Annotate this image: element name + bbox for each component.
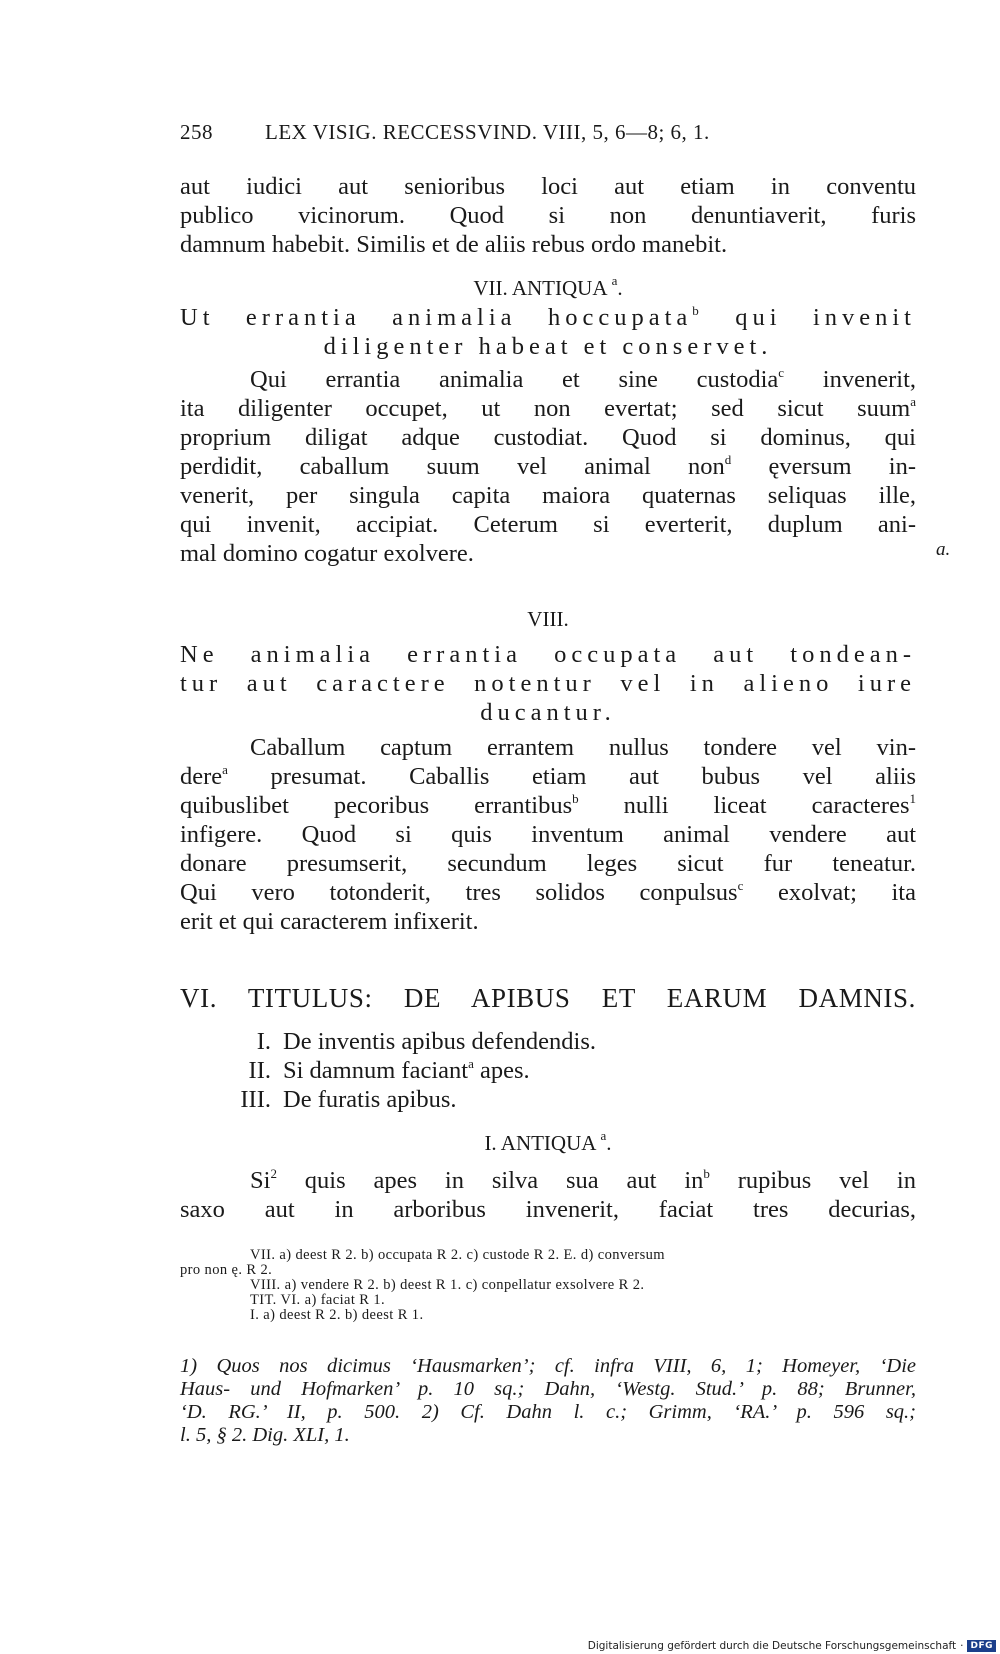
section-i-text bbox=[180, 1166, 916, 1224]
critical-apparatus bbox=[180, 1248, 916, 1323]
rubric-line: Ne animalia errantia occupata aut tondean- bbox=[180, 641, 916, 668]
text-line: perdidit, caballum suum vel animal non$^d$ ęversum in- bbox=[180, 452, 916, 480]
apparatus-line: VIII. a) vendere R 2. b) deest R 1. c) conpellatur exsolvere R 2. bbox=[250, 1277, 645, 1293]
text-line: proprium diligat adque custodiat. Quod si dominus, qui bbox=[180, 424, 916, 451]
titulus-toc bbox=[180, 1027, 916, 1114]
top-paragraph bbox=[180, 172, 916, 259]
rubric-line: Ut errantia animalia hoccupata$^b$ qui invenit bbox=[180, 303, 916, 331]
apparatus-line: TIT. VI. a) faciat R 1. bbox=[250, 1292, 386, 1308]
section-heading-vii: VII. ANTIQUA $^a$. bbox=[473, 273, 623, 300]
text-line: mal domino cogatur exolvere. bbox=[180, 540, 474, 567]
rubric-viii bbox=[180, 640, 916, 727]
section-vii-text bbox=[180, 365, 916, 568]
rubric-vii bbox=[180, 303, 916, 361]
section-viii-text bbox=[180, 733, 916, 936]
rubric-line: ducantur. bbox=[480, 699, 616, 726]
footnote-line: ‘D. RG.’ II, p. 500. 2) Cf. Dahn l. c.; Grimm, ‘RA.’ p. 596 sq.; bbox=[180, 1401, 916, 1423]
dfg-logo-icon: DFG bbox=[967, 1640, 996, 1652]
apparatus-line: I. a) deest R 2. b) deest R 1. bbox=[250, 1307, 424, 1323]
text-line: donare presumserit, secundum leges sicut fur teneatur. bbox=[180, 850, 916, 877]
text-line: dere$^a$ presumat. Caballis etiam aut bubus vel aliis bbox=[180, 762, 916, 790]
titulus-title: VI. TITULUS: DE APIBUS ET EARUM DAMNIS. bbox=[180, 983, 916, 1013]
apparatus-line: pro non ę. R 2. bbox=[180, 1262, 273, 1278]
toc-item: II. Si damnum faciant$^a$ apes. bbox=[248, 1056, 530, 1084]
running-title: LEX VISIG. RECCESSVIND. VIII, 5, 6—8; 6, 1. bbox=[265, 120, 710, 144]
rubric-line: tur aut caractere notentur vel in alieno iure bbox=[180, 670, 916, 697]
text-line: saxo aut in arboribus invenerit, faciat tres decurias, bbox=[180, 1196, 916, 1223]
digitization-notice: Digitalisierung gefördert durch die Deutsche Forschungsgemeinschaft · DFG bbox=[588, 1640, 996, 1652]
page-number: 258 bbox=[180, 120, 213, 144]
margin-note: a. bbox=[936, 539, 951, 560]
footnotes bbox=[180, 1355, 916, 1447]
footnote-line: l. 5, § 2. Dig. XLI, 1. bbox=[180, 1424, 350, 1446]
text-line: erit et qui caracterem infixerit. bbox=[180, 908, 479, 935]
text-line: Si$^2$ quis apes in silva sua aut $in^b$ rupibus vel in bbox=[250, 1166, 916, 1194]
text-line: qui invenit, accipiat. Ceterum si everterit, duplum ani- bbox=[180, 511, 916, 538]
section-heading-i: I. ANTIQUA $^a$. bbox=[484, 1128, 612, 1155]
text-line: Qui vero totonderit, tres solidos conpulsus$^c$ exolvat; ita bbox=[180, 878, 916, 906]
text-line: Caballum captum errantem nullus tondere vel vin- bbox=[250, 734, 916, 761]
text-line: aut iudici aut senioribus loci aut etiam in conventu bbox=[180, 173, 916, 200]
apparatus-line: VII. a) deest R 2. b) occupata R 2. c) custode R 2. E. d) conversum bbox=[250, 1247, 665, 1263]
running-header bbox=[180, 120, 916, 145]
text-line: quibuslibet pecoribus errantibus$^b$ nulli liceat caracteres$^1$ bbox=[180, 791, 916, 819]
text-line: damnum habebit. Similis et de aliis rebus ordo manebit. bbox=[180, 231, 728, 258]
digitization-text: Digitalisierung gefördert durch die Deutsche Forschungsgemeinschaft bbox=[587, 1640, 957, 1652]
text-line: infigere. Quod si quis inventum animal vendere aut bbox=[180, 821, 916, 848]
text-line: venerit, per singula capita maiora quaternas seliquas ille, bbox=[180, 482, 916, 509]
text-line: publico vicinorum. Quod si non denuntiaverit, furis bbox=[180, 202, 916, 229]
rubric-line: diligenter habeat et conservet. bbox=[323, 333, 773, 360]
toc-item: III. De furatis apibus. bbox=[240, 1086, 457, 1113]
footnote-line: Haus- und Hofmarken’ p. 10 sq.; Dahn, ‘Westg. Stud.’ p. 88; Brunner, bbox=[180, 1378, 916, 1400]
text-line: ita diligenter occupet, ut non evertat; sed sicut suum$^a$ bbox=[180, 394, 916, 422]
text-line: Qui errantia animalia et sine custodia$^c$ invenerit, bbox=[250, 365, 916, 393]
section-heading-viii: VIII. bbox=[527, 607, 569, 631]
toc-item: I. De inventis apibus defendendis. bbox=[256, 1028, 596, 1055]
footnote-line: 1) Quos nos dicimus ‘Hausmarken’; cf. infra VIII, 6, 1; Homeyer, ‘Die bbox=[180, 1355, 916, 1377]
